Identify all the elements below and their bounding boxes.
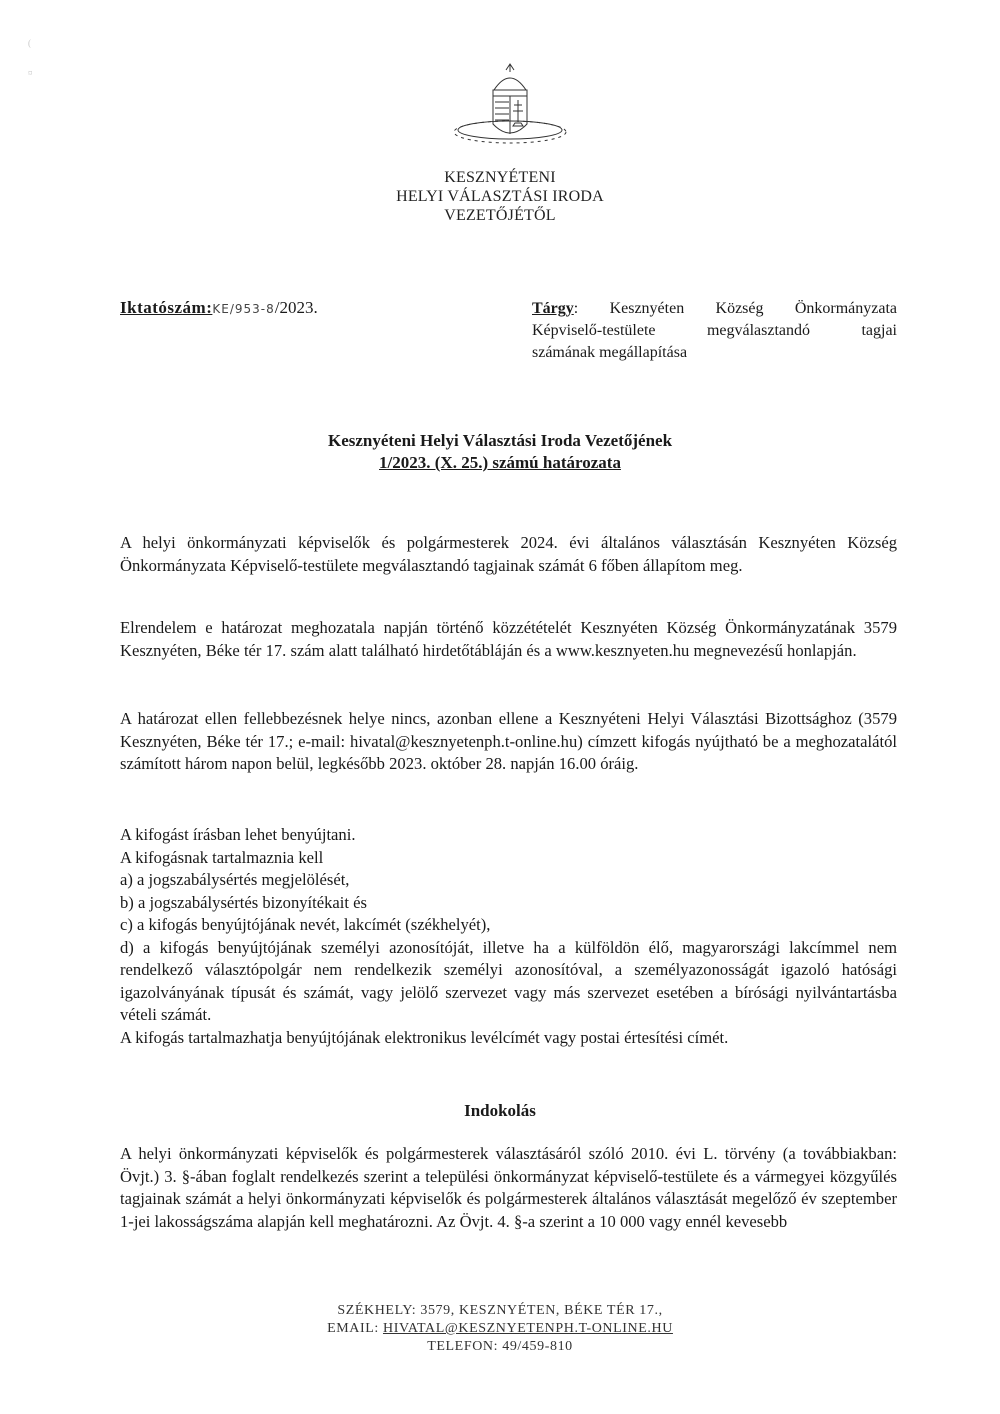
objection-closing: A kifogás tartalmazhatja benyújtójának elektronikus levélcímét vagy postai értesítési címét. xyxy=(120,1027,729,1047)
subject-line-3: számának megállapítása xyxy=(532,344,688,361)
objection-item: b) a jogszabálysértés bizonyítékait és xyxy=(120,892,367,912)
reference-number xyxy=(120,298,318,318)
paragraph-appeal xyxy=(120,708,897,776)
paragraph-text: A helyi önkormányzati képviselők és polgármesterek választásáról szóló 2010. évi L. törvény (a továbbiakban: Övjt.) 3. §-ában foglalt rendelkezés szerint a települési önkormányzat képviselő-testülete és a vármegyei közgyűlés tagjainak számát a helyi önkormányzati képviselők és polgármesterek általános választását megelőző év szeptember 1-jei lakosságszáma alapján kell meghatározni. Az Övjt. 4. §-a szerint a 10 000 vagy ennél kevesebb xyxy=(120,1144,897,1231)
coat-of-arms-icon xyxy=(450,62,570,146)
subject-line-1: Kesznyéten Község Önkormányzata xyxy=(609,300,898,317)
footer-email-link[interactable]: HIVATAL@KESZNYETENPH.T-ONLINE.HU xyxy=(382,1321,673,1336)
paragraph-text: Elrendelem e határozat meghozatala napján történő közzétételét Kesznyéten Község Önkormányzatának 3579 Kesznyéten, Béke tér 17. szám alatt található hirdetőtábláján és a www.kesznyeten.hu megnevezésű honlapján. xyxy=(120,618,897,660)
paragraph-decision xyxy=(120,532,897,577)
paragraph-reasoning xyxy=(120,1143,897,1233)
decision-title-line-2: 1/2023. (X. 25.) számú határozata xyxy=(379,453,621,472)
footer-email-label: EMAIL: xyxy=(327,1321,383,1336)
margin-mark: ¤ xyxy=(28,68,33,78)
issuer-line: KESZNYÉTENI xyxy=(444,169,556,186)
decision-title-line-1: Kesznyéteni Helyi Választási Iroda Vezetőjének xyxy=(327,431,673,450)
handwritten-reference: KE/953-8 xyxy=(212,302,275,316)
reference-suffix: /2023. xyxy=(274,298,318,317)
footer-contact xyxy=(0,1302,1000,1356)
objection-requirements xyxy=(120,824,897,1049)
reasoning-title: Indokolás xyxy=(464,1101,536,1120)
objection-item: c) a kifogás benyújtójának nevét, lakcímét (székhelyét), xyxy=(120,915,491,934)
objection-item: d) a kifogás benyújtójának személyi azonosítóját, illetve ha a külföldön élő, magyarországi lakcímmel nem rendelkező választópolgár nem rendelkezik személyi azonosítóval, a személyazonosságát igazoló hatósági igazolványának típusát és számát, vagy jelölő szervezet vagy más szervezet esetében a bírósági nyilvántartásba vételi számát. xyxy=(120,937,897,1024)
objection-intro: A kifogást írásban lehet benyújtani. xyxy=(120,825,356,844)
issuer-line: VEZETŐJÉTŐL xyxy=(444,207,556,224)
issuer-line: HELYI VÁLASZTÁSI IRODA xyxy=(396,188,604,205)
reference-label: Iktatószám: xyxy=(120,298,213,317)
paragraph-text: A határozat ellen fellebbezésnek helye nincs, azonban ellene a Kesznyéteni Helyi Választási Bizottsághoz (3579 Kesznyéten, Béke tér 17.; e-mail: hivatal@kesznyetenph.t-online.hu) címzett kifogás nyújtható be a meghozatalától számított három napon belül, legkésőbb 2023. október 28. napján 16.00 óráig. xyxy=(120,709,897,773)
margin-mark: ( xyxy=(28,38,31,48)
scan-margin-marks xyxy=(28,28,33,88)
issuer-block xyxy=(0,168,1000,225)
objection-intro: A kifogásnak tartalmaznia kell xyxy=(120,847,324,867)
decision-title xyxy=(0,430,1000,474)
objection-item: a) a jogszabálysértés megjelölését, xyxy=(120,870,350,889)
footer-phone: TELEFON: 49/459-810 xyxy=(427,1339,573,1354)
paragraph-text: A helyi önkormányzati képviselők és polgármesterek 2024. évi általános választásán Kesznyéten Község Önkormányzata Képviselő-testülete megválasztandó tagjainak számát 6 főben állapítom meg. xyxy=(120,533,897,575)
footer-address: SZÉKHELY: 3579, KESZNYÉTEN, BÉKE TÉR 17., xyxy=(337,1303,663,1318)
subject-label: Tárgy xyxy=(532,300,574,317)
paragraph-publication xyxy=(120,617,897,662)
subject-block: Tárgy: Kesznyéten Község Önkormányzata Képviselő-testülete megválasztandó tagjai számának megállapítása xyxy=(532,300,898,361)
subject-line-2: Képviselő-testülete megválasztandó tagjai xyxy=(532,322,897,339)
